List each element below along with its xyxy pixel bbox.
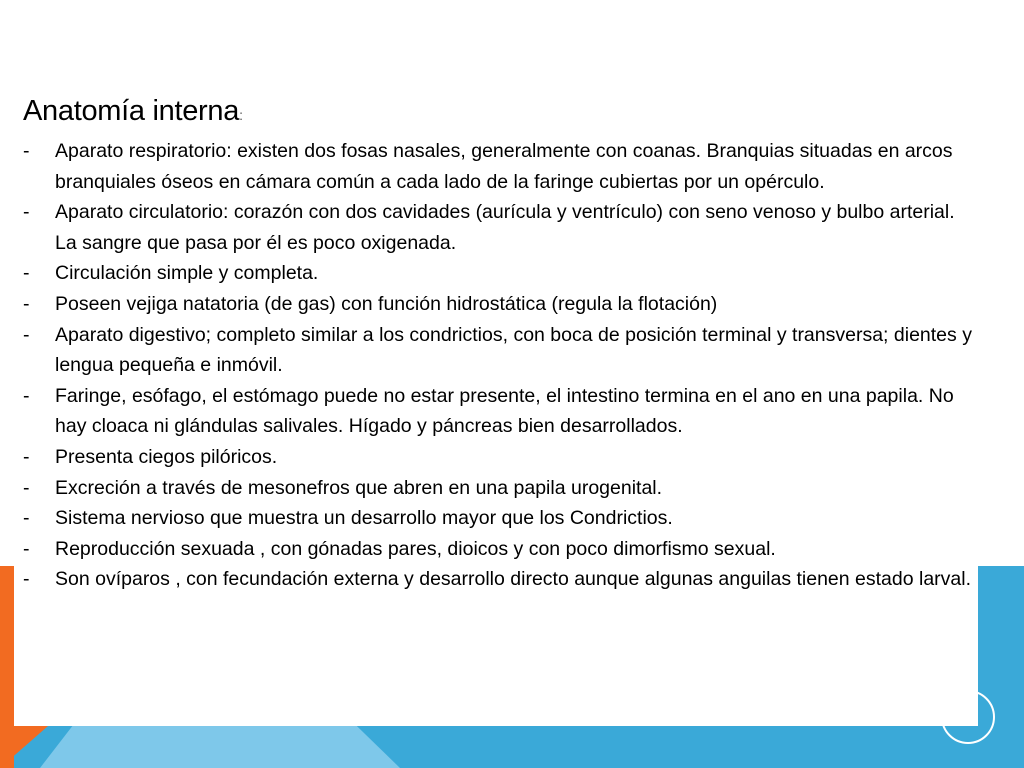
- bullet-text: Aparato digestivo; completo similar a los condrictios, con boca de posición terminal y transversa; dientes y lengua pequeña e inmóvil.: [55, 323, 972, 377]
- slide-title-text: Anatomía interna: [23, 95, 240, 127]
- list-item: [23, 381, 973, 442]
- bullet-dash: -: [23, 323, 30, 346]
- bullet-text: Excreción a través de mesonefros que abren en una papila urogenital.: [55, 476, 663, 499]
- list-item: [23, 258, 973, 289]
- bullet-text: Presenta ciegos pilóricos.: [55, 445, 278, 468]
- bullet-dash: -: [23, 384, 30, 407]
- slide-title-colon: :: [239, 107, 243, 123]
- bullet-text: Aparato respiratorio: existen dos fosas nasales, generalmente con coanas. Branquias situadas en arcos branquiales óseos en cámara común a cada lado de la faringe cubiertas por un opérculo.: [55, 140, 953, 193]
- bullet-text: Poseen vejiga natatoria (de gas) con función hidrostática (regula la flotación): [55, 292, 718, 315]
- bullet-dash: -: [23, 201, 30, 224]
- list-item: [23, 197, 973, 258]
- list-item: [23, 564, 973, 595]
- bullet-dash: -: [23, 537, 30, 560]
- bullet-dash: -: [23, 445, 30, 468]
- list-item: [23, 289, 973, 320]
- bullet-text: Son ovíparos , con fecundación externa y desarrollo directo aunque algunas anguilas tienen estado larval.: [55, 568, 972, 591]
- bullet-dash: -: [23, 292, 30, 315]
- bullet-text: Aparato circulatorio: corazón con dos cavidades (aurícula y ventrículo) con seno venoso y bulbo arterial. La sangre que pasa por él es poco oxigenada.: [55, 201, 955, 254]
- bullet-list: [23, 136, 973, 595]
- bullet-text: Sistema nervioso que muestra un desarrollo mayor que los Condrictios.: [55, 507, 673, 530]
- bullet-dash: -: [23, 140, 30, 162]
- list-item: [23, 442, 973, 473]
- list-item: [23, 320, 973, 381]
- bullet-dash: -: [23, 262, 30, 285]
- list-item: [23, 503, 973, 534]
- bullet-text: Circulación simple y completa.: [55, 262, 319, 285]
- slide-number-badge: 15: [941, 690, 995, 744]
- bullet-dash: -: [23, 568, 30, 591]
- list-item: [23, 136, 973, 197]
- bullet-text: Reproducción sexuada , con gónadas pares, dioicos y con poco dimorfismo sexual.: [55, 537, 776, 560]
- slide-title: [23, 95, 243, 128]
- bullet-dash: -: [23, 507, 30, 530]
- bullet-text: Faringe, esófago, el estómago puede no estar presente, el intestino termina en el ano en una papila. No hay cloaca ni glándulas salivales. Hígado y páncreas bien desarrollados.: [55, 384, 954, 438]
- bullet-dash: -: [23, 476, 30, 499]
- list-item: [23, 534, 973, 565]
- list-item: [23, 473, 973, 504]
